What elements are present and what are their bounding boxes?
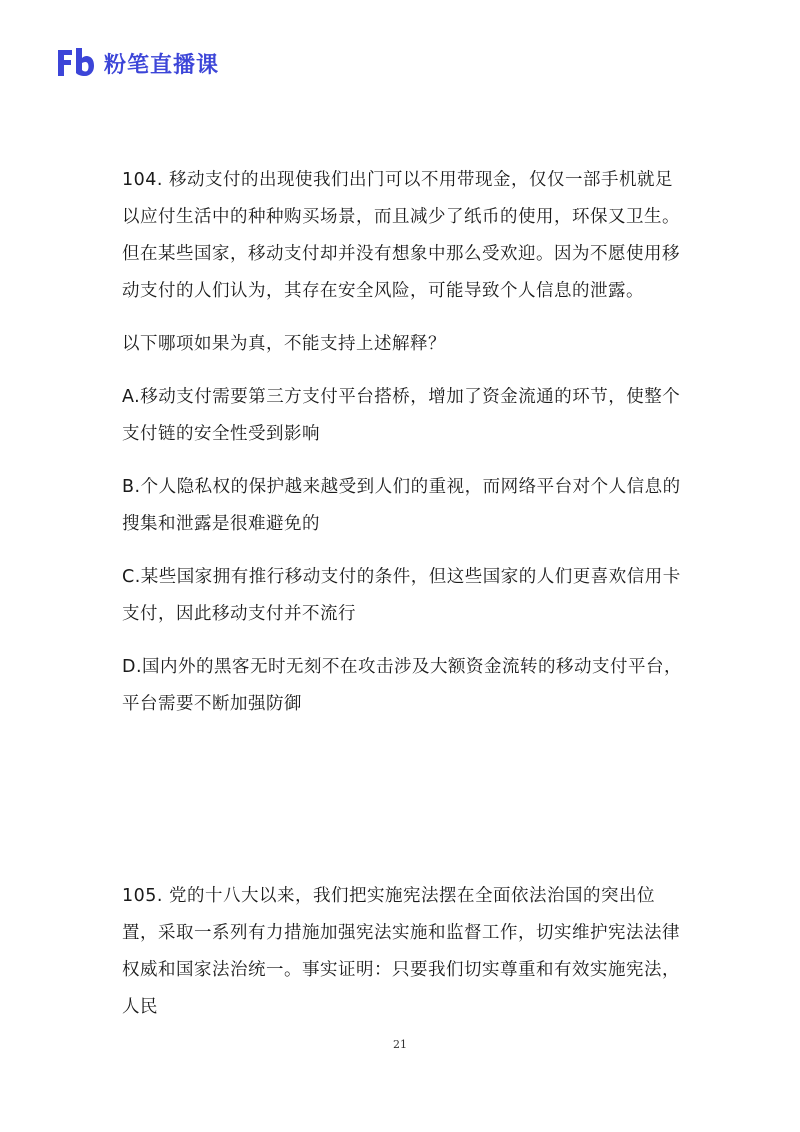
- brand-name: 粉笔直播课: [104, 52, 220, 78]
- page-number: 21: [393, 1038, 407, 1051]
- option-d: D.国内外的黑客无时无刻不在攻击涉及大额资金流转的移动支付平台，平台需要不断加强防御: [122, 657, 683, 714]
- question-104: [122, 162, 687, 739]
- question-stem: 104. 移动支付的出现使我们出门可以不用带现金，仅仅一部手机就足以应付生活中的种种购买场景，而且减少了纸币的使用，环保又卫生。但在某些国家，移动支付却并没有想象中那么受欢迎。因为不愿使用移动支付的人们认为，其存在安全风险，可能导致个人信息的泄露。: [122, 170, 680, 301]
- header: [56, 46, 219, 80]
- question-105: [122, 878, 687, 1026]
- question-prompt: 以下哪项如果为真，不能支持上述解释？: [122, 334, 446, 354]
- question-stem: 105. 党的十八大以来，我们把实施宪法摆在全面依法治国的突出位置，采取一系列有力措施加强宪法实施和监督工作，切实维护宪法法律权威和国家法治统一。事实证明：只要我们切实尊重和有效实施宪法，人民: [122, 886, 680, 1017]
- option-b: B.个人隐私权的保护越来越受到人们的重视，而网络平台对个人信息的搜集和泄露是很难避免的: [122, 477, 681, 534]
- option-c: C.某些国家拥有推行移动支付的条件，但这些国家的人们更喜欢信用卡支付，因此移动支付并不流行: [122, 567, 681, 624]
- fenbi-fb-logo-icon: [56, 46, 96, 80]
- option-a: A.移动支付需要第三方支付平台搭桥，增加了资金流通的环节，使整个支付链的安全性受到影响: [122, 387, 681, 444]
